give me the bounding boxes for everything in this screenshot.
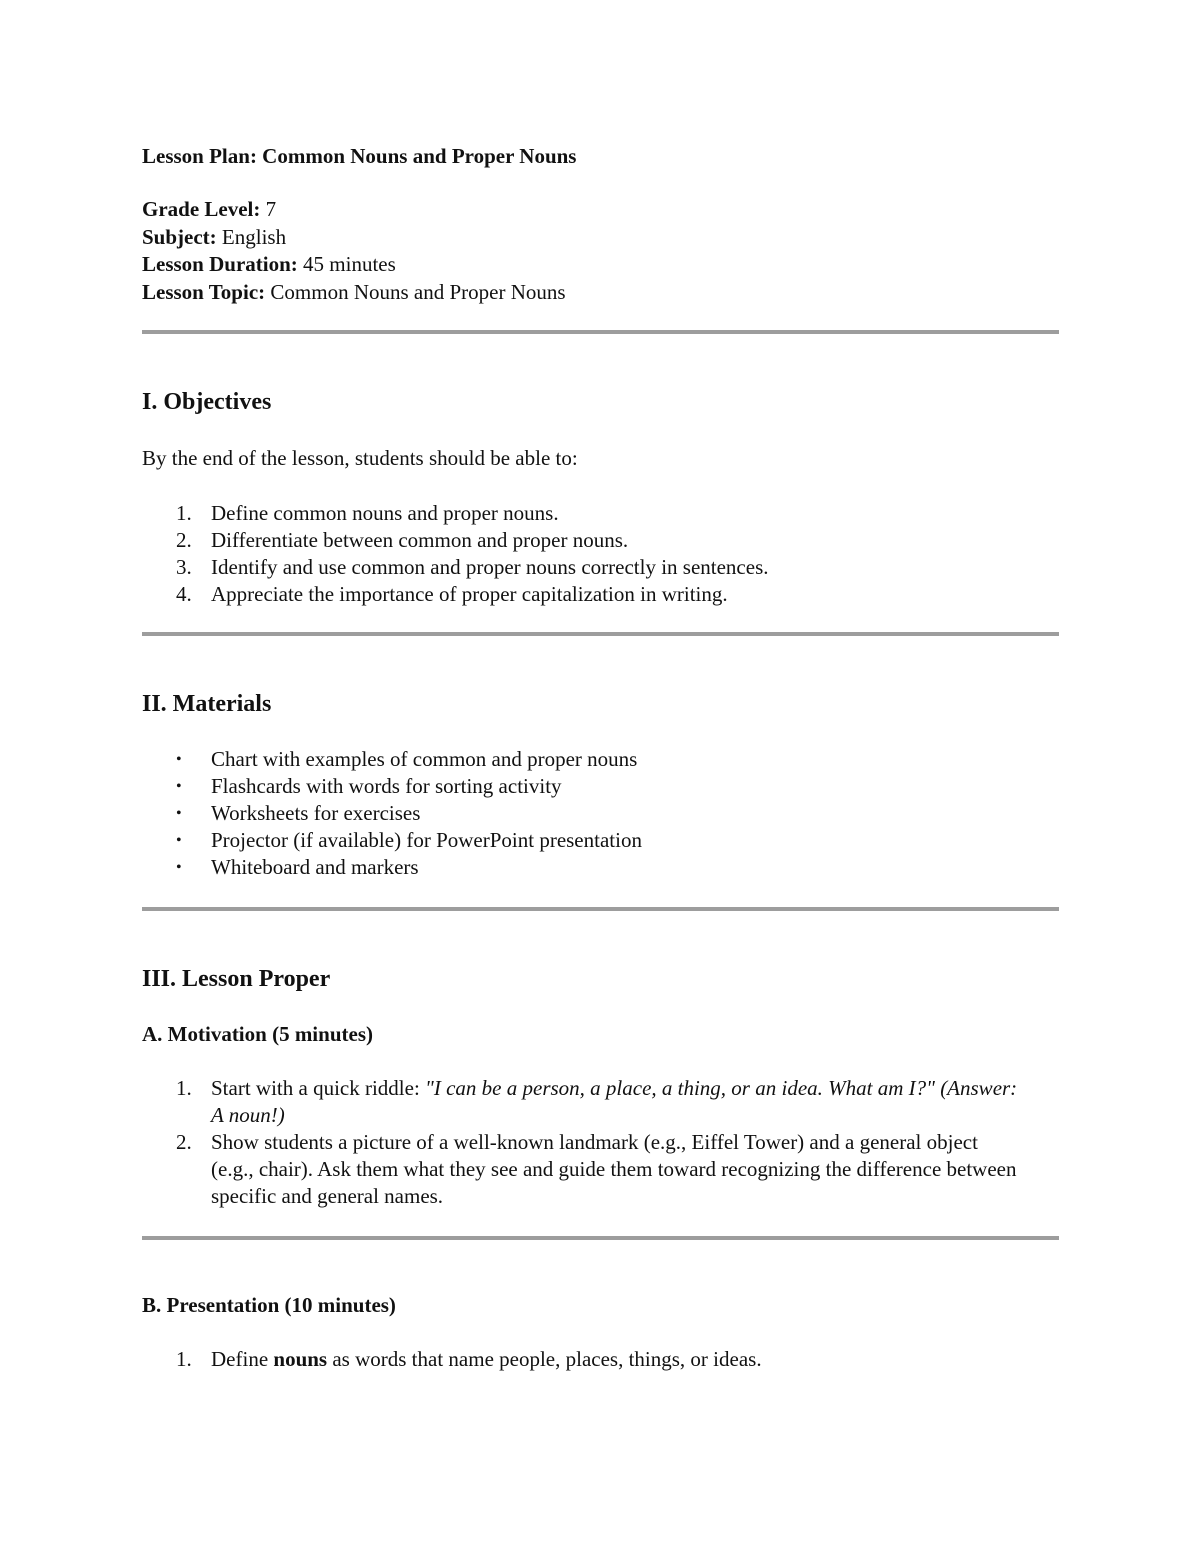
meta-lesson-duration: Lesson Duration: 45 minutes — [142, 252, 396, 276]
objectives-intro: By the end of the lesson, students should be able to: — [142, 446, 578, 470]
riddle-text: "I can be a person, a place, a thing, or an idea. What am I?" (Answer: A noun!) — [211, 1076, 1018, 1127]
list-item: • Chart with examples of common and proper nouns — [176, 747, 638, 771]
presentation-heading: B. Presentation (10 minutes) — [142, 1293, 396, 1317]
motivation-list — [142, 1075, 1023, 1210]
meta-subject: Subject: English — [142, 224, 287, 249]
meta-lesson-topic: Lesson Topic: Common Nouns and Proper Nouns — [142, 279, 566, 304]
list-item: 1. Start with a quick riddle: "I can be a person, a place, a thing, or an idea. What am I?" (Answer: A noun!) — [176, 1076, 1018, 1127]
list-item: 2. Differentiate between common and proper nouns. — [176, 528, 629, 552]
list-item: • Flashcards with words for sorting activity — [176, 774, 562, 798]
section-divider — [142, 1236, 1059, 1240]
materials-heading: II. Materials — [142, 691, 272, 717]
lesson-meta — [142, 196, 566, 306]
nouns-term: nouns — [273, 1347, 328, 1371]
list-item: • Whiteboard and markers — [176, 855, 419, 879]
list-item: • Projector (if available) for PowerPoint presentation — [176, 828, 642, 852]
meta-grade-level: Grade Level: 7 — [142, 197, 277, 221]
list-item: 2. Show students a picture of a well-known landmark (e.g., Eiffel Tower) and a general object (e.g., chair). Ask them what they see and guide them toward recognizing the difference between specific and general names. — [176, 1130, 1017, 1208]
list-item: • Worksheets for exercises — [176, 801, 421, 825]
list-item: 4. Appreciate the importance of proper capitalization in writing. — [176, 582, 728, 606]
objectives-heading: I. Objectives — [142, 389, 272, 415]
presentation-list — [142, 1346, 762, 1373]
lesson-proper-heading: III. Lesson Proper — [142, 966, 331, 992]
materials-list — [142, 746, 642, 881]
document-title: Lesson Plan: Common Nouns and Proper Nouns — [142, 144, 577, 168]
section-divider — [142, 907, 1059, 911]
section-divider — [142, 330, 1059, 334]
motivation-heading: A. Motivation (5 minutes) — [142, 1022, 373, 1046]
list-item: 1. Define common nouns and proper nouns. — [176, 501, 559, 525]
list-item: 3. Identify and use common and proper nouns correctly in sentences. — [176, 555, 769, 579]
objectives-list — [142, 500, 769, 608]
list-item: 1. Define nouns as words that name people, places, things, or ideas. — [176, 1347, 762, 1371]
section-divider — [142, 632, 1059, 636]
